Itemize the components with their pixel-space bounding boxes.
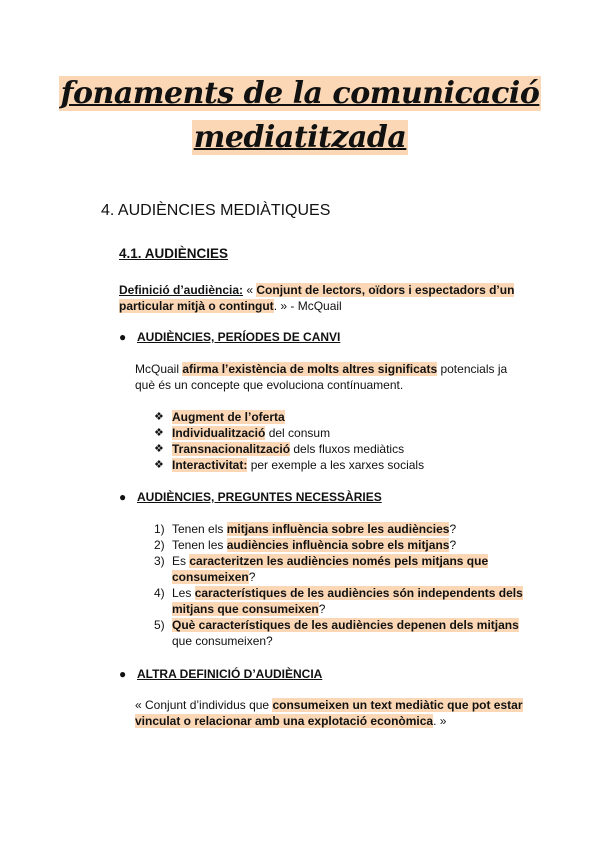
- subsection-heading: 4.1. AUDIÈNCIES: [119, 246, 229, 261]
- list-item-highlight: Augment de l’oferta: [172, 410, 285, 424]
- list-number: 2): [154, 538, 165, 552]
- section3-highlight: consumeixen un text mediàtic que pot estar vinculat o relacionar amb una explotació econòmica: [135, 698, 523, 728]
- diamond-bullet-icon: ❖: [154, 427, 164, 439]
- section1-heading-text: AUDIÈNCIES, PERÍODES DE CANVI: [137, 330, 341, 344]
- list-item-pre: Tenen els: [172, 522, 227, 536]
- list-item: [154, 409, 424, 425]
- list-item-highlight: Interactivitat:: [172, 458, 248, 472]
- list-item: [154, 585, 534, 617]
- definition-open-quote: «: [243, 283, 257, 297]
- section1-para-highlight: afirma l’existència de molts altres significats: [182, 362, 438, 376]
- list-item: [154, 457, 424, 473]
- list-item-post: ?: [248, 570, 256, 584]
- list-item: [154, 425, 424, 441]
- section1-para-end: potencials ja què és un concepte que evoluciona contínuament.: [135, 362, 508, 392]
- definition-close: . » - McQuail: [273, 299, 342, 313]
- bullet-icon: ●: [119, 490, 127, 504]
- list-item-highlight: Transnacionalització: [172, 442, 291, 456]
- section-heading: [101, 202, 330, 220]
- document-title-line2: mediatitzada: [193, 120, 407, 155]
- list-item-pre: Es: [172, 554, 190, 568]
- list-item-pre: Tenen les: [172, 538, 227, 552]
- section3-post: . »: [433, 714, 447, 728]
- list-item-text: del consum: [265, 426, 331, 440]
- section3-heading: [119, 667, 322, 681]
- list-item: [154, 553, 534, 585]
- section2-heading-text: AUDIÈNCIES, PREGUNTES NECESSÀRIES: [137, 490, 382, 504]
- definition-paragraph: [119, 282, 539, 314]
- section-heading-text: 4. AUDIÈNCIES MEDIÀTIQUES: [101, 202, 331, 219]
- diamond-bullet-icon: ❖: [154, 459, 164, 471]
- definition-label: Definició d’audiència:: [119, 283, 244, 297]
- list-item-highlight: Què característiques de les audiències depenen dels mitjans: [172, 618, 519, 632]
- list-item: [154, 537, 534, 553]
- section3-pre: « Conjunt d’individus que: [135, 698, 273, 712]
- diamond-bullet-icon: ❖: [154, 411, 164, 423]
- list-item-highlight: audiències influència sobre els mitjans: [226, 538, 450, 552]
- list-item-post: ?: [318, 602, 326, 616]
- bullet-icon: ●: [119, 667, 127, 681]
- list-item: [154, 617, 534, 649]
- section1-heading: [119, 330, 340, 344]
- list-item-highlight: caracteritzen les audiències només pels mitjans que consumeixen: [172, 554, 489, 584]
- list-item-text: dels fluxos mediàtics: [290, 442, 405, 456]
- section2-list: [154, 521, 534, 649]
- document-title: [0, 72, 600, 160]
- bullet-icon: ●: [119, 330, 127, 344]
- list-item-pre: Les: [172, 586, 195, 600]
- list-item-post: que consumeixen?: [172, 634, 273, 648]
- definition-highlight: Conjunt de lectors, oïdors i espectadors d’un particular mitjà o contingut: [119, 283, 515, 313]
- list-number: 3): [154, 554, 165, 568]
- section1-para-start: McQuail: [135, 362, 183, 376]
- list-item: [154, 441, 424, 457]
- section1-paragraph: [135, 361, 525, 393]
- section1-list: [154, 409, 424, 473]
- list-number: 5): [154, 618, 165, 632]
- section3-heading-text: ALTRA DEFINICIÓ D’AUDIÈNCIA: [137, 667, 323, 681]
- list-item-highlight: mitjans influència sobre les audiències: [226, 522, 450, 536]
- section2-heading: [119, 490, 382, 504]
- section3-paragraph: [135, 697, 535, 729]
- list-item-text: per exemple a les xarxes socials: [247, 458, 425, 472]
- list-number: 1): [154, 522, 165, 536]
- list-number: 4): [154, 586, 165, 600]
- list-item-highlight: característiques de les audiències són independents dels mitjans que consumeixen: [172, 586, 523, 616]
- diamond-bullet-icon: ❖: [154, 443, 164, 455]
- list-item: [154, 521, 534, 537]
- document-title-line1: fonaments de la comunicació: [60, 76, 540, 111]
- list-item-highlight: Individualització: [172, 426, 266, 440]
- list-item-post: ?: [449, 522, 457, 536]
- list-item-post: ?: [449, 538, 457, 552]
